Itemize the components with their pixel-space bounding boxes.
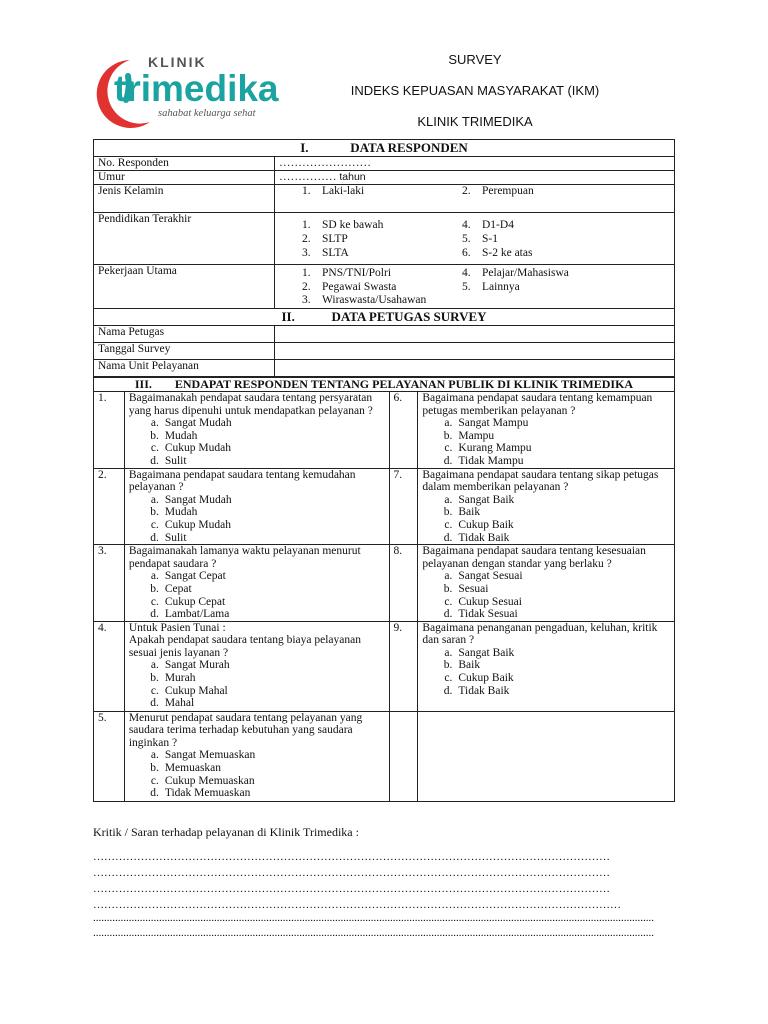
answer-option[interactable]: d. Tidak Baik: [443, 531, 510, 544]
nama-petugas-label: Nama Petugas: [94, 326, 275, 343]
question-text: Bagaimana pendapat saudara tentang kemampuan petugas memberikan pelayanan ?: [422, 392, 653, 417]
answer-option[interactable]: b. Memuaskan: [150, 762, 222, 775]
section-1-header: [94, 140, 675, 157]
question-3: [124, 545, 389, 622]
no-responden-dots: ……………………: [279, 157, 371, 169]
section-2-number: II.: [281, 309, 295, 324]
question-text: Menurut pendapat saudara tentang pelayanan yang saudara terima terhadap kebutuhan yang saudara inginkan ?: [128, 711, 363, 749]
kritik-label: Kritik / Saran terhadap pelayanan di Klinik Trimedika :: [93, 825, 359, 839]
answer-option[interactable]: b. Mudah: [150, 429, 198, 442]
answer-option[interactable]: c. Cukup Memuaskan: [150, 774, 255, 787]
question-5: [124, 711, 389, 801]
question-number: 7.: [389, 468, 418, 545]
option-slta[interactable]: 3. SLTA: [302, 247, 349, 259]
jenis-kelamin-label: Jenis Kelamin: [94, 185, 275, 213]
question-number: 5.: [94, 711, 125, 801]
answer-option[interactable]: c. Cukup Baik: [444, 672, 514, 685]
umur-label: Umur: [94, 171, 275, 185]
pendidikan-label: Pendidikan Terakhir: [94, 213, 275, 265]
option-sltp[interactable]: 2. SLTP: [302, 233, 348, 245]
umur-field[interactable]: [275, 171, 675, 185]
question-8: [418, 545, 675, 622]
clinic-logo: [86, 52, 296, 130]
empty-number-cell: [389, 711, 418, 801]
kritik-line-5[interactable]: ............................................................................................................................................................................................................: [93, 912, 654, 924]
section-2-header: [94, 309, 675, 326]
survey-titles: [300, 50, 650, 143]
pendidikan-options[interactable]: [275, 213, 675, 265]
question-number: 9.: [389, 621, 418, 711]
nama-petugas-field[interactable]: [275, 326, 675, 343]
answer-option[interactable]: d. Sulit: [150, 454, 187, 467]
answer-option[interactable]: b. Baik: [443, 506, 481, 519]
question-2: [124, 468, 389, 545]
answer-option[interactable]: a. Sangat Murah: [150, 659, 230, 672]
option-perempuan[interactable]: 2. Perempuan: [462, 185, 534, 197]
question-number: 8.: [389, 545, 418, 622]
no-responden-label: No. Responden: [94, 157, 275, 171]
answer-option[interactable]: a. Sangat Baik: [444, 646, 515, 659]
survey-subtitle: INDEKS KEPUASAN MASYARAKAT (IKM): [350, 83, 600, 98]
question-text: Untuk Pasien Tunai :: [128, 621, 226, 634]
question-7: [418, 468, 675, 545]
answer-option[interactable]: b. Cepat: [150, 582, 192, 595]
answer-option[interactable]: b. Baik: [443, 659, 481, 672]
question-text: Bagaimanakah pendapat saudara tentang persyaratan yang harus dipenuhi untuk mendapatkan pelayanan ?: [128, 392, 373, 417]
answer-option[interactable]: d. Tidak Mampu: [443, 454, 524, 467]
answer-option[interactable]: d. Tidak Baik: [443, 684, 510, 697]
question-1: [124, 392, 389, 469]
option-s1[interactable]: 5. S-1: [462, 233, 498, 245]
answer-option[interactable]: c. Cukup Mudah: [150, 518, 231, 531]
answer-option[interactable]: c. Cukup Mahal: [150, 684, 228, 697]
question-text: Bagaimanakah lamanya waktu pelayanan menurut pendapat saudara ?: [128, 545, 361, 570]
section-1-number: I.: [300, 140, 309, 155]
option-sd[interactable]: 1. SD ke bawah: [302, 219, 384, 231]
answer-option[interactable]: b. Mampu: [443, 429, 495, 442]
answer-option[interactable]: a. Sangat Mudah: [150, 493, 232, 506]
logo-name-text: trimedika: [114, 68, 279, 109]
pekerjaan-label: Pekerjaan Utama: [94, 265, 275, 309]
option-wiraswasta[interactable]: 3. Wiraswasta/Usahawan: [302, 294, 427, 306]
answer-option[interactable]: c. Cukup Sesuai: [444, 595, 522, 608]
survey-title: SURVEY: [448, 52, 502, 67]
answer-option[interactable]: b. Murah: [150, 672, 196, 685]
section-2-title: DATA PETUGAS SURVEY: [331, 309, 487, 324]
option-s2[interactable]: 6. S-2 ke atas: [462, 247, 533, 259]
answer-option[interactable]: a. Sangat Baik: [444, 493, 515, 506]
kritik-line-2[interactable]: ……………………………………………………………………………………………………………………………: [93, 867, 610, 879]
option-pelajar[interactable]: 4. Pelajar/Mahasiswa: [462, 267, 569, 279]
tanggal-survey-label: Tanggal Survey: [94, 343, 275, 360]
question-text: Bagaimana pendapat saudara tentang kemudahan pelayanan ?: [128, 468, 356, 494]
pekerjaan-options[interactable]: [275, 265, 675, 309]
answer-option[interactable]: d. Lambat/Lama: [150, 608, 230, 621]
question-number: 2.: [94, 468, 125, 545]
answer-option[interactable]: c. Cukup Baik: [444, 518, 514, 531]
option-d1-d4[interactable]: 4. D1-D4: [462, 219, 514, 231]
answer-option[interactable]: b. Sesuai: [443, 582, 489, 595]
nama-unit-field[interactable]: [275, 360, 675, 377]
opinion-table: [93, 377, 675, 802]
logo-klinik-text: KLINIK: [148, 54, 207, 70]
answer-option[interactable]: c. Cukup Mudah: [150, 442, 231, 455]
answer-option[interactable]: d. Tidak Memuaskan: [150, 787, 251, 800]
answer-option[interactable]: a. Sangat Mudah: [150, 417, 232, 430]
option-pns[interactable]: 1. PNS/TNI/Polri: [302, 267, 392, 279]
answer-option[interactable]: c. Cukup Cepat: [150, 595, 226, 608]
answer-option[interactable]: a. Sangat Mampu: [444, 417, 529, 430]
umur-unit: tahun: [339, 171, 366, 183]
question-text: Bagaimana pendapat saudara tentang sikap petugas dalam memberikan pelayanan ?: [422, 468, 659, 494]
answer-option[interactable]: d. Sulit: [150, 531, 187, 544]
question-9: [418, 621, 675, 711]
answer-option[interactable]: a. Sangat Memuaskan: [150, 749, 256, 762]
respondent-table: [93, 139, 675, 377]
answer-option[interactable]: d. Tidak Sesuai: [443, 608, 518, 621]
clinic-title: KLINIK TRIMEDIKA: [417, 114, 533, 129]
question-number: 3.: [94, 545, 125, 622]
trimedika-logo-mark: [86, 52, 296, 130]
kritik-line-6[interactable]: ............................................................................................................................................................................................................: [93, 927, 654, 939]
empty-question-cell: [418, 711, 675, 801]
section-1-title: DATA RESPONDEN: [350, 140, 468, 155]
answer-option[interactable]: d. Mahal: [150, 697, 195, 710]
logo-tagline-text: sahabat keluarga sehat: [158, 108, 256, 119]
kritik-line-4[interactable]: ………………………………………………………………………………………………………………………………: [93, 899, 621, 911]
question-6: [418, 392, 675, 469]
tanggal-survey-field[interactable]: [275, 343, 675, 360]
section-3-number: III.: [134, 377, 152, 391]
section-3-header: [94, 378, 675, 392]
kritik-line-3[interactable]: ……………………………………………………………………………………………………………………………: [93, 883, 610, 895]
question-number: 6.: [389, 392, 418, 469]
option-pegawai-swasta[interactable]: 2. Pegawai Swasta: [302, 281, 397, 293]
question-number: 4.: [94, 621, 125, 711]
jenis-kelamin-options[interactable]: [275, 185, 675, 213]
answer-option[interactable]: a. Sangat Sesuai: [444, 570, 523, 583]
question-text-2: Apakah pendapat saudara tentang biaya pelayanan sesuai jenis layanan ?: [128, 634, 361, 659]
question-text: Bagaimana pendapat saudara tentang kesesuaian pelayanan dengan standar yang berlaku ?: [422, 545, 646, 570]
section-3-title: ENDAPAT RESPONDEN TENTANG PELAYANAN PUBLIK DI KLINIK TRIMEDIKA: [174, 377, 634, 391]
option-laki-laki[interactable]: 1. Laki-laki: [302, 185, 365, 197]
answer-option[interactable]: a. Sangat Cepat: [150, 570, 226, 583]
option-lainnya[interactable]: 5. Lainnya: [462, 281, 520, 293]
nama-unit-label: Nama Unit Pelayanan: [94, 360, 275, 377]
answer-option[interactable]: b. Mudah: [150, 506, 198, 519]
question-4: [124, 621, 389, 711]
no-responden-field[interactable]: [275, 157, 675, 171]
question-number: 1.: [94, 392, 125, 469]
umur-dots: ……………: [279, 171, 337, 183]
question-text: Bagaimana penanganan pengaduan, keluhan, kritik dan saran ?: [422, 621, 658, 647]
answer-option[interactable]: c. Kurang Mampu: [444, 442, 532, 455]
kritik-line-1[interactable]: ……………………………………………………………………………………………………………………………: [93, 851, 610, 863]
